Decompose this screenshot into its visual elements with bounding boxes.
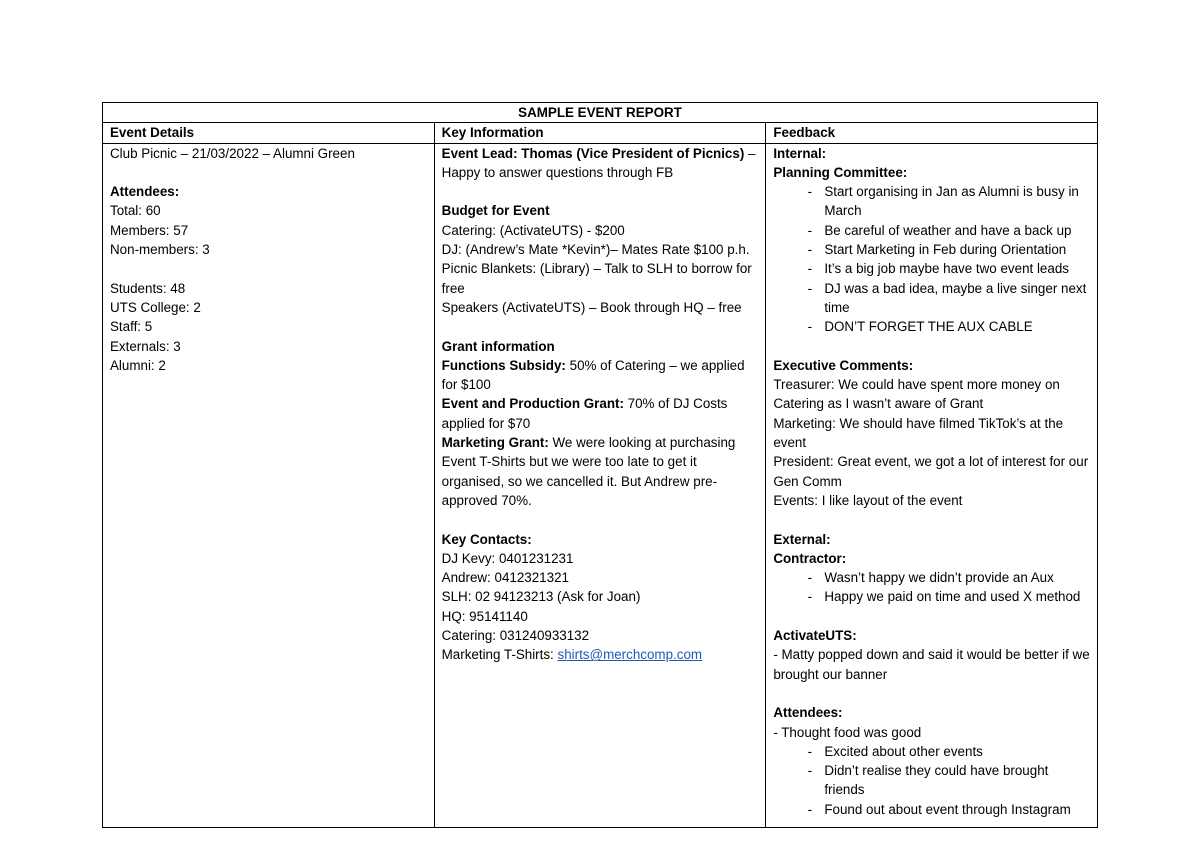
event-lead-label: Event Lead: Thomas (Vice President of Picnics) (441, 145, 745, 161)
list-item (773, 761, 1090, 800)
activate-text: - Matty popped down and said it would be better if we brought our banner (773, 647, 1090, 682)
list-item-text: Excited about other events (824, 743, 983, 759)
grant-item (442, 356, 759, 395)
event-report-table (102, 102, 1098, 828)
marketing-label: Marketing T-Shirts: (441, 647, 558, 663)
budget-item: Catering: (ActivateUTS) - $200 (441, 222, 625, 238)
grant-label: Event and Production Grant: (441, 396, 624, 412)
contact-item (442, 645, 759, 664)
contact-item: Andrew: 0412321321 (441, 570, 569, 586)
dash-bullet: - (807, 184, 813, 200)
list-item-text: Happy we paid on time and used X method (824, 589, 1081, 605)
dash-bullet: - (807, 222, 813, 238)
list-item (773, 240, 1090, 259)
budget-item: Speakers (ActivateUTS) – Book through HQ – free (441, 299, 742, 315)
external-heading: External: (773, 531, 831, 547)
dash-bullet: - (807, 801, 813, 817)
count-item: Members: 57 (110, 222, 189, 238)
budget-item: Picnic Blankets: (Library) – Talk to SLH to borrow for free (441, 261, 752, 296)
header-event-details: Event Details (103, 123, 435, 143)
exec-heading: Executive Comments: (773, 357, 914, 373)
count-item: Non-members: 3 (110, 242, 210, 258)
contact-item: HQ: 95141140 (441, 608, 528, 624)
contact-item: DJ Kevy: 0401231231 (441, 550, 574, 566)
exec-comment: President: Great event, we got a lot of interest for our Gen Comm (773, 454, 1089, 489)
count-item: Students: 48 (110, 280, 186, 296)
list-item (773, 221, 1090, 240)
event-lead-text: – Happy to answer questions through FB (441, 145, 756, 180)
grant-text: 70% of DJ Costs applied for $70 (441, 396, 728, 431)
budget-heading: Budget for Event (441, 203, 550, 219)
marketing-email-link[interactable]: shirts@merchcomp.com (557, 647, 703, 663)
dash-bullet: - (807, 743, 813, 759)
count-item: Alumni: 2 (110, 357, 166, 373)
count-item: Total: 60 (110, 203, 161, 219)
grant-text: 50% of Catering – we applied for $100 (441, 357, 745, 393)
dash-bullet: - (807, 589, 813, 605)
list-item (773, 587, 1090, 606)
feedback-cell (766, 143, 1098, 827)
dash-bullet: - (807, 261, 813, 277)
contacts-heading: Key Contacts: (441, 531, 532, 547)
grant-label: Functions Subsidy: (441, 357, 566, 373)
grant-item (442, 394, 759, 433)
exec-comment: Marketing: We should have filmed TikTok’s at the event (773, 415, 1064, 451)
count-item: Staff: 5 (110, 319, 153, 335)
header-key-information: Key Information (434, 123, 766, 143)
list-item-text: It’s a big job maybe have two event leads (824, 261, 1069, 277)
list-item (773, 317, 1090, 336)
list-item (773, 279, 1090, 318)
attendees-heading: Attendees: (110, 184, 180, 200)
internal-heading: Internal: (773, 145, 827, 161)
contact-item: Catering: 031240933132 (441, 628, 590, 644)
list-item-text: Start Marketing in Feb during Orientation (824, 242, 1067, 258)
list-item (773, 800, 1090, 819)
grant-heading: Grant information (441, 338, 555, 354)
contact-item: SLH: 02 94123213 (Ask for Joan) (441, 589, 641, 605)
list-item (773, 742, 1090, 761)
dash-bullet: - (807, 319, 813, 335)
list-item (773, 259, 1090, 278)
activate-heading: ActivateUTS: (773, 628, 857, 644)
list-item-text: DJ was a bad idea, maybe a live singer next time (824, 280, 1087, 315)
count-item: UTS College: 2 (110, 299, 201, 315)
attendees-feedback-heading: Attendees: (773, 705, 843, 721)
list-item (773, 568, 1090, 587)
event-details-cell (103, 143, 435, 827)
grant-item (442, 433, 759, 510)
list-item-text: DON’T FORGET THE AUX CABLE (824, 319, 1033, 335)
budget-item: DJ: (Andrew’s Mate *Kevin*)– Mates Rate $100 p.h. (441, 242, 750, 258)
dash-bullet: - (807, 242, 813, 258)
exec-comment: Treasurer: We could have spent more money on Catering as I wasn’t aware of Grant (773, 377, 1060, 412)
header-feedback: Feedback (766, 123, 1098, 143)
list-item-text: Be careful of weather and have a back up (824, 222, 1072, 238)
count-item: Externals: 3 (110, 338, 181, 354)
dash-bullet: - (807, 570, 813, 586)
grant-text: We were looking at purchasing Event T-Shirts but we were too late to get it organised, so we cancelled it. But Andrew pre-approved 70%. (441, 435, 736, 508)
contractor-heading: Contractor: (773, 550, 847, 566)
exec-comment: Events: I like layout of the event (773, 492, 963, 508)
report-title: SAMPLE EVENT REPORT (103, 103, 1098, 123)
grant-label: Marketing Grant: (441, 435, 549, 451)
dash-bullet: - (807, 280, 813, 296)
dash-bullet: - (807, 763, 813, 779)
list-item-text: Start organising in Jan as Alumni is busy in March (824, 184, 1079, 219)
list-item-text: Found out about event through Instagram (824, 801, 1071, 817)
key-information-cell (434, 143, 766, 827)
list-item-text: Didn’t realise they could have brought friends (824, 763, 1049, 798)
list-item (773, 182, 1090, 221)
planning-heading: Planning Committee: (773, 164, 908, 180)
list-item-text: Wasn’t happy we didn’t provide an Aux (824, 570, 1054, 586)
event-name: Club Picnic – 21/03/2022 – Alumni Green (110, 145, 355, 161)
event-lead (442, 144, 759, 183)
attendees-feedback-text: - Thought food was good (773, 724, 922, 740)
